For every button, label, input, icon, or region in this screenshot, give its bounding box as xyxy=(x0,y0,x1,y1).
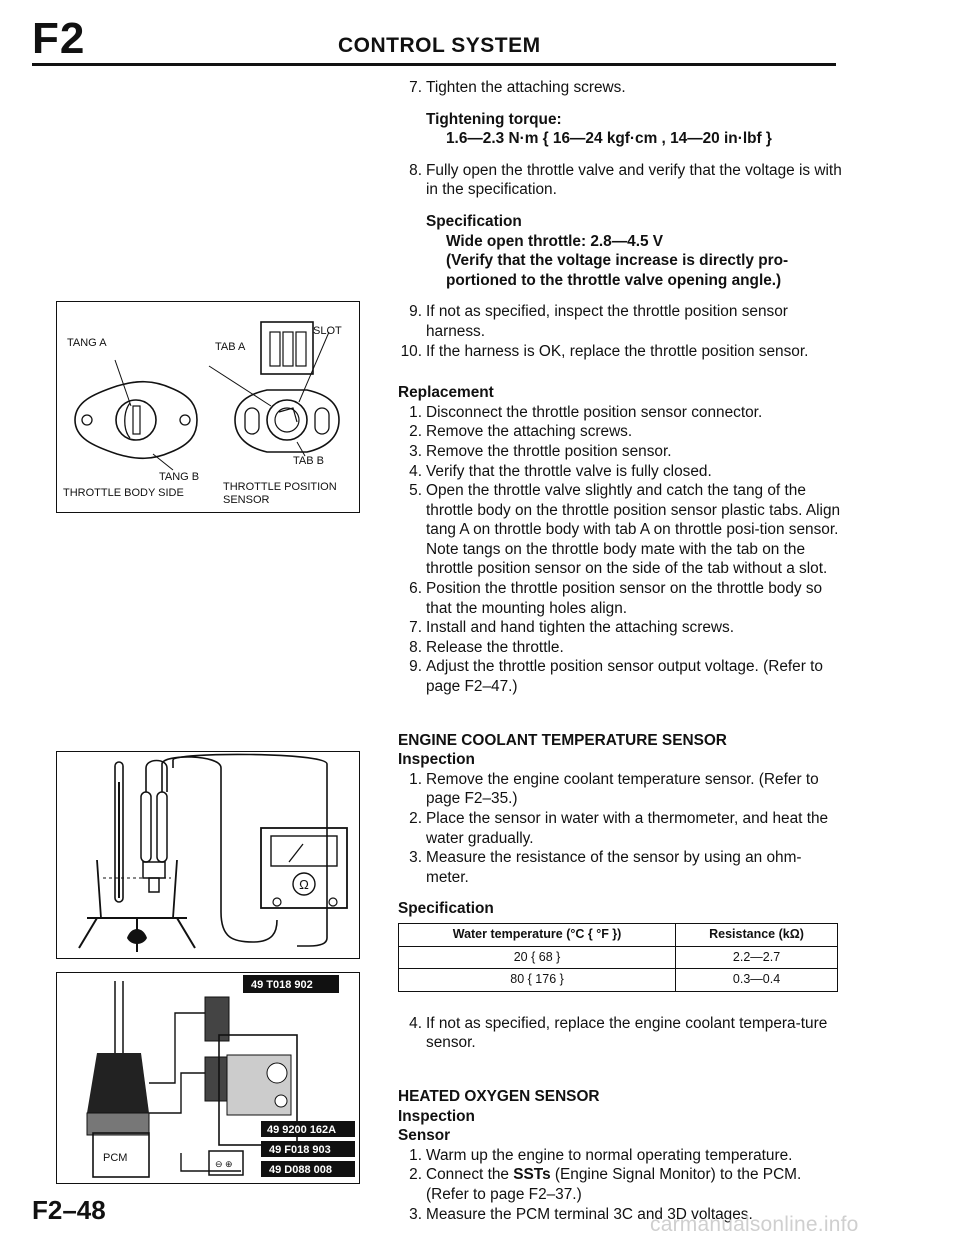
spec-line-2: (Verify that the voltage increase is directly pro- xyxy=(446,252,789,270)
replacement-step: 3. Remove the throttle position sensor. xyxy=(409,442,672,460)
tps-label-line2: SENSOR xyxy=(223,494,270,506)
torque-heading: Tightening torque: xyxy=(426,110,562,128)
spec-line-1: Wide open throttle: 2.8—4.5 V xyxy=(446,232,664,250)
header-rule xyxy=(32,63,836,66)
ho2s-sensor-heading: Sensor xyxy=(398,1127,451,1145)
procedure-column xyxy=(398,78,843,1224)
replacement-step: 1. Disconnect the throttle position sensor connector. xyxy=(409,403,763,421)
ho2s-inspection-heading: Inspection xyxy=(398,1107,475,1125)
ect-spec-heading: Specification xyxy=(398,900,494,918)
pcm-label: PCM xyxy=(103,1152,128,1164)
sst-label-1: 49 T018 902 xyxy=(251,979,313,991)
sensor-drawing xyxy=(141,792,167,892)
replacement-step: 6. Position the throttle position sensor on the throttle body so that the mounting holes align. xyxy=(409,580,823,617)
tab-b-label: TAB B xyxy=(293,455,324,467)
ohmmeter-drawing xyxy=(261,828,347,908)
ect-heading: ENGINE COOLANT TEMPERATURE SENSOR xyxy=(398,731,727,749)
replacement-step: 4. Verify that the throttle valve is fully closed. xyxy=(409,462,712,480)
table-header-temp: Water temperature (°C { °F }) xyxy=(399,923,676,946)
ect-inspection-heading: Inspection xyxy=(398,751,475,769)
ho2s-step: 2. Connect the SSTs (Engine Signal Monitor) to the PCM. (Refer to page F2–37.) xyxy=(409,1166,802,1203)
watermark: carmanualsonline.info xyxy=(650,1213,859,1236)
table-row: 80 { 176 } 0.3—0.4 xyxy=(399,969,838,992)
spec-heading: Specification xyxy=(426,212,522,230)
throttle-body-side-label: THROTTLE BODY SIDE xyxy=(63,487,184,499)
ect-step: 2. Place the sensor in water with a thermometer, and heat the water gradually. xyxy=(409,810,829,847)
ohm-symbol: Ω xyxy=(299,877,309,892)
ho2s-monitor-figure xyxy=(56,972,360,1184)
beaker-drawing xyxy=(79,860,195,952)
replacement-step: 7. Install and hand tighten the attaching screws. xyxy=(409,619,735,637)
harness-drawing xyxy=(87,981,149,1135)
tps-alignment-figure xyxy=(56,301,360,513)
table-header-row xyxy=(399,923,838,946)
step-7-tighten: 7. Tighten the attaching screws. xyxy=(409,79,626,96)
sst-label-3: 49 F018 903 xyxy=(269,1144,331,1156)
replacement-heading: Replacement xyxy=(398,384,494,402)
tang-a-label: TANG A xyxy=(67,337,107,349)
ect-step: 1. Remove the engine coolant temperature sensor. (Refer to page F2–35.) xyxy=(409,770,819,808)
spec-line-3: portioned to the throttle valve opening angle.) xyxy=(446,271,782,289)
ho2s-heading: HEATED OXYGEN SENSOR xyxy=(398,1087,600,1105)
replacement-step: 9. Adjust the throttle position sensor output voltage. (Refer to page F2–47.) xyxy=(409,658,823,696)
section-code: F2 xyxy=(32,14,86,63)
tps-sensor-drawing xyxy=(235,322,339,452)
thermometer-drawing xyxy=(115,762,123,902)
step-10-replace: 10. If the harness is OK, replace the throttle position sensor. xyxy=(400,342,809,360)
page-title: CONTROL SYSTEM xyxy=(338,34,541,57)
replacement-step: 2. Remove the attaching screws. xyxy=(409,423,633,441)
step-9-inspect: 9. If not as specified, inspect the throttle position sensor harness. xyxy=(409,303,788,340)
pcm-box xyxy=(93,1133,149,1177)
ect-test-figure xyxy=(56,751,360,959)
ect-step-4: 4. If not as specified, replace the engine coolant tempera-ture sensor. xyxy=(409,1014,828,1052)
tab-a-label: TAB A xyxy=(215,341,246,353)
step-8-open-throttle: 8. Fully open the throttle valve and verify that the voltage is with in the specification. xyxy=(409,161,842,199)
svg-text:⊖ ⊕: ⊖ ⊕ xyxy=(215,1159,233,1169)
torque-value: 1.6—2.3 N·m { 16—24 kgf·cm , 14—20 in·lbf } xyxy=(446,130,772,148)
sst-label-4: 49 D088 008 xyxy=(269,1164,332,1176)
tang-b-label: TANG B xyxy=(159,471,200,483)
tps-label-line1: THROTTLE POSITION xyxy=(223,481,337,493)
table-header-resistance: Resistance (kΩ) xyxy=(676,923,838,946)
table-row: 20 { 68 } 2.2—2.7 xyxy=(399,946,838,969)
ho2s-step: 3. Measure the PCM terminal 3C and 3D voltages. xyxy=(409,1205,753,1223)
ect-spec-table xyxy=(398,923,838,992)
throttle-body-flange xyxy=(75,382,197,459)
ect-step: 3. Measure the resistance of the sensor by using an ohm-meter. xyxy=(409,849,802,886)
sst-label-2: 49 9200 162A xyxy=(267,1124,337,1136)
replacement-step: 5. Open the throttle valve slightly and catch the tang of the throttle body on the throttle position sensor plastic tabs. Align tang A on throttle body with tab A on throttle posi-tion sensor. Note tangs on the throttle body mate with the tab on the throttle position sensor on the side of the tab without a slot. xyxy=(409,482,841,578)
slot-label: SLOT xyxy=(313,325,342,337)
replacement-step: 8. Release the throttle. xyxy=(409,638,564,656)
ho2s-step: 1. Warm up the engine to normal operating temperature. xyxy=(409,1146,793,1164)
page-number: F2–48 xyxy=(32,1195,106,1225)
